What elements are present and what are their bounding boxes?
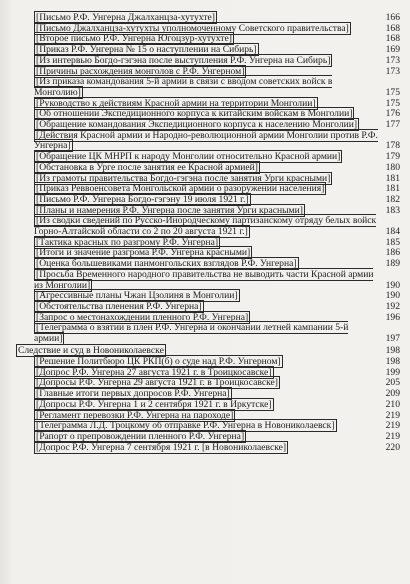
- toc-entry[interactable]: [16, 270, 400, 291]
- toc-entry-title: [16, 216, 378, 237]
- toc-entry[interactable]: [16, 443, 400, 454]
- toc-entry-title-text: [Из грамоты правительства Богдо-гэгэна после занятия Урги красными]: [36, 172, 331, 184]
- toc-entry-title-text: [Оценка большевиками панмонгольских взглядов Р.Ф. Унгерна]: [36, 258, 297, 270]
- toc-entry-title-text: [Обстоятельства пленения Р.Ф. Унгерна]: [36, 300, 202, 312]
- toc-page-number: 198: [385, 345, 400, 357]
- toc-entry-title-text: [Письмо Р.Ф. Унгерна Богдо-гэгэну 19 июля 1921 г.]: [36, 193, 249, 205]
- toc-page-number: 190: [385, 290, 400, 302]
- toc-page-number: 168: [385, 33, 400, 45]
- toc-entry-title-text: [Допросы Р.Ф. Унгерна 29 августа 1921 г. в Троицкосавске]: [36, 377, 278, 389]
- toc-entry-title-text: [Действия Красной армии и Народно-революционной армии Монголии против Р.Ф. Унгерна]: [34, 129, 378, 152]
- toc-entry-title: [16, 77, 378, 98]
- toc-page-number: 173: [385, 54, 400, 66]
- toc-page-number: 185: [385, 236, 400, 248]
- toc-entry-title-text: [Приказ Реввоенсовета Монгольской армии о разоружении населения]: [36, 183, 325, 195]
- toc-entry-title-text: [Запрос о местонахождении пленного Р.Ф. Унгерна]: [36, 311, 249, 323]
- toc-entry[interactable]: [16, 77, 400, 98]
- toc-entry-title-text: [Допрос Р.Ф. Унгерна 27 августа 1921 г. в Троицкосавске]: [36, 366, 272, 378]
- toc-entry-title: [16, 270, 378, 291]
- toc-entry-title-text: [Рапорт о препровождении пленного Р.Ф. Унгерна]: [36, 430, 245, 442]
- toc-page-number: 220: [385, 441, 400, 453]
- toc-page-number: 197: [385, 333, 400, 345]
- toc-page-number: 199: [385, 366, 400, 378]
- toc-entry-title-text: [Из приказа командования 5-й армии в связи с вводом советских войск в Монголию]: [34, 76, 333, 98]
- toc-page-number: 192: [385, 300, 400, 312]
- toc-entry-title-text: [Причины расхождения монголов с Р.Ф. Унгерном]: [36, 65, 245, 77]
- toc-entry-title-text: [Об отношении Экспедиционного корпуса к китайским войскам в Монголии]: [36, 108, 353, 120]
- table-of-contents: [16, 13, 400, 453]
- toc-page-number: 186: [385, 247, 400, 259]
- toc-entry-title: [16, 443, 378, 454]
- toc-page-number: 219: [385, 409, 400, 421]
- toc-entry-title-text: [Из интервью Богдо-гэгэна после выступления Р.Ф. Унгерна на Сибирь]: [36, 54, 331, 66]
- toc-entry-title-text: [Допрос Р.Ф. Унгерна 7 сентября 1921 г. [в Новониколаевске]: [36, 441, 287, 453]
- toc-entry-title-text: [Решение Политбюро ЦК РКП(б) о суде над Р.Ф. Унгерном]: [36, 356, 281, 367]
- toc-page-number: 173: [385, 65, 400, 77]
- toc-page-number: 184: [385, 226, 400, 238]
- toc-entry-title-text: Следствие и суд в Новониколаевске: [18, 345, 164, 357]
- toc-entry[interactable]: [16, 216, 400, 237]
- toc-page-number: 209: [385, 388, 400, 400]
- toc-page-number: 180: [385, 161, 400, 173]
- toc-entry-title-text: [Обстановка в Урге после занятия ее Красной армией]: [36, 161, 259, 173]
- toc-page-number: 178: [385, 140, 400, 152]
- toc-page-number: 175: [385, 86, 400, 98]
- toc-entry-title-text: [Тактика красных по разгрому Р.Ф. Унгерна]: [36, 236, 219, 248]
- toc-entry-title-text: [Регламент перевозки Р.Ф. Унгерна на пароходе]: [36, 409, 234, 421]
- toc-entry[interactable]: [16, 131, 400, 152]
- toc-page-number: 181: [385, 183, 400, 195]
- toc-page-number: 196: [385, 311, 400, 323]
- toc-entry-title-text: [Второе письмо Р.Ф. Унгерна Югоцзур-хутухте]: [36, 33, 232, 45]
- toc-page-number: 190: [385, 279, 400, 291]
- toc-page-number: 183: [385, 204, 400, 216]
- toc-entry-title-text: [Главные итоги первых допросов Р.Ф. Унгерна]: [36, 388, 230, 400]
- toc-page-number: 175: [385, 97, 400, 109]
- toc-page-number: 189: [385, 258, 400, 270]
- toc-page-number: 210: [385, 398, 400, 410]
- toc-entry-title-text: [Обращение командования Экспедиционного корпуса к населению Монголии]: [36, 119, 358, 131]
- toc-entry-title-text: [Письмо Джалханцза-хутухты уполномоченному Советского правительства]: [36, 22, 349, 34]
- toc-entry-title-text: [Письмо Р.Ф. Унгерна Джалханцза-хутухте]: [36, 12, 215, 23]
- toc-entry-title-text: [Обращение ЦК МНРП к народу Монголии относительно Красной армии]: [36, 151, 341, 163]
- toc-page-number: 169: [385, 44, 400, 56]
- toc-entry-title-text: [Агрессивные планы Чжан Цзолиня в Монголии]: [36, 290, 238, 302]
- toc-entry-title-text: [Планы и намерения Р.Ф. Унгерна после занятия Урги красными]: [36, 204, 303, 216]
- toc-page-number: 198: [385, 356, 400, 367]
- toc-entry-title-text: [Телеграмма о взятии в плен Р.Ф. Унгерна и окончании летней кампании 5-й армии]: [34, 322, 349, 345]
- toc-entry-title-text: [Итоги и значение разгрома Р.Ф. Унгерна красными]: [36, 247, 251, 259]
- toc-entry-title-text: [Из сводки сведений по Русско-Инородческому партизанскому отряду белых войск Горно-Алтайской области со 2 по 20 августа 1921 г.]: [34, 215, 377, 238]
- toc-entry-title-text: [Приказ Р.Ф. Унгерна № 15 о наступлении на Сибирь]: [36, 44, 257, 56]
- toc-page-number: 179: [385, 151, 400, 163]
- toc-entry-title: [16, 131, 378, 152]
- toc-entry-title-text: [Телеграмма Л.Д. Троцкому об отправке Р.Ф. Унгерна в Новониколаевск]: [36, 420, 335, 432]
- toc-page-number: 166: [385, 12, 400, 23]
- toc-page-number: 177: [385, 119, 400, 131]
- toc-entry-title-text: [Допросы Р.Ф. Унгерна 1 и 2 сентября 1921 г. в Иркутске]: [36, 398, 272, 410]
- toc-page-number: 181: [385, 172, 400, 184]
- toc-page-number: 168: [385, 22, 400, 34]
- toc-page-number: 182: [385, 193, 400, 205]
- toc-page-number: 219: [385, 420, 400, 432]
- toc-entry-title-text: [Просьба Временного народного правительства не выводить части Красной армии из Монголии]: [34, 268, 374, 291]
- toc-entry-title: [16, 323, 378, 344]
- toc-page-number: 219: [385, 430, 400, 442]
- toc-page-number: 205: [385, 377, 400, 389]
- toc-page-number: 176: [385, 108, 400, 120]
- toc-entry-title-text: [Руководство к действиям Красной армии на территории Монголии]: [36, 97, 316, 109]
- toc-entry[interactable]: [16, 323, 400, 344]
